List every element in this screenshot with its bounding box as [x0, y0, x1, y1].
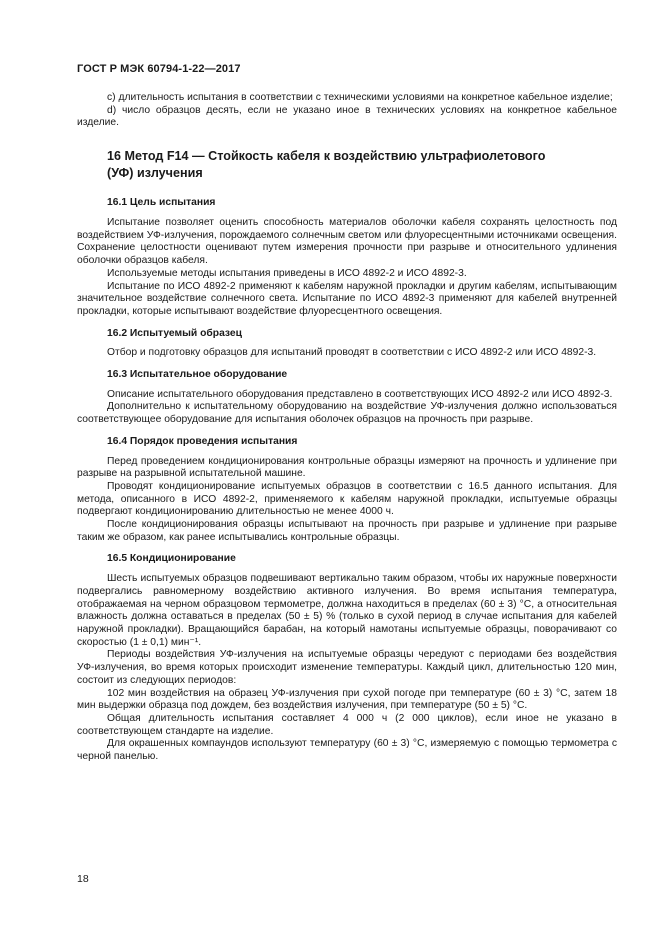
paragraph: После кондиционирования образцы испытывают на прочность при разрыве и удлинение при разрыве таким же образом, как ранее испытывались контрольные образцы.	[77, 519, 617, 543]
subsection-16-3-title: 16.3 Испытательное оборудование	[107, 369, 288, 381]
subsection-16-2-title: 16.2 Испытуемый образец	[107, 327, 242, 339]
paragraph: Общая длительность испытания составляет 4 000 ч (2 000 циклов), если иное не указано в соответствующем стандарте на изделие.	[77, 712, 617, 737]
paragraph: Проводят кондиционирование испытуемых образцов в соответствии с 16.5 данного испытания. Для метода, описанного в ИСО 4892-2, применяемого к кабелям наружной прокладки, испытуемые образцы подвергают кондиционированию длительностью не менее 4000 ч.	[77, 480, 617, 518]
section-title	[77, 148, 617, 181]
paragraph: Периоды воздействия УФ-излучения на испытуемые образцы чередуют с периодами без воздействия УФ-излучения, во время которых происходит изменение температуры. Каждый цикл, длительностью 120 мин, состоит из следующих периодов:	[77, 649, 617, 686]
list-item-d: d) число образцов десять, если не указано иное в технических условиях на конкретное кабельное изделие.	[77, 104, 617, 129]
paragraph: Для окрашенных компаундов используют температуру (60 ± 3) °C, измеряемую с помощью термометра с черной панелью.	[77, 738, 617, 763]
list-item-c: c) длительность испытания в соответствии с техническими условиями на конкретное кабельное изделие;	[107, 92, 613, 103]
page-content	[77, 92, 617, 764]
paragraph: Испытание позволяет оценить способность материалов оболочки кабеля сохранять целостность под воздействием УФ-излучения, порождаемого солнечным светом или флуоресцентными источниками освещения. Сохранение целостности оценивают путем измерения прочности при разрыве и относительного удлинения оболочки образцов кабеля.	[77, 217, 617, 267]
paragraph: 102 мин воздействия на образец УФ-излучения при сухой погоде при температуре (60 ± 3) °C, затем 18 мин выдержки образца под дождем, без воздействия излучения, при температуре (50 ± 5) °C.	[77, 687, 617, 712]
subsection-16-1-title: 16.1 Цель испытания	[107, 197, 216, 209]
document-header: ГОСТ Р МЭК 60794-1-22—2017	[77, 63, 241, 75]
subsection-16-4-title: 16.4 Порядок проведения испытания	[107, 435, 298, 447]
paragraph: Используемые методы испытания приведены в ИСО 4892-2 и ИСО 4892-3.	[107, 267, 467, 279]
paragraph: Перед проведением кондиционирования контрольные образцы измеряют на прочность и удлинение при разрыве на разрывной испытательной машине.	[77, 455, 617, 480]
section-title-line2: (УФ) излучения	[107, 165, 203, 180]
paragraph: Дополнительно к испытательному оборудованию на воздействие УФ-излучения должно использоваться соответствующее оборудование для испытания оболочек образцов на прочность при разрыве.	[77, 401, 617, 426]
paragraph: Шесть испытуемых образцов подвешивают вертикально таким образом, чтобы их наружные поверхности подвергались равномерному воздействию активного излучения. Во время испытания температура, отображаемая на черном образцовом термометре, должна находиться в пределах (60 ± 3) °C, а относительная влажность должна оставаться в пределах (50 ± 5) % (только в сухой период в случае испытания для кабелей наружной прокладки). Вращающийся барабан, на который намотаны испытуемые образцы, поворачивают со скоростью (1 ± 0,1) мин⁻¹.	[77, 573, 617, 648]
paragraph: Описание испытательного оборудования представлено в соответствующих ИСО 4892-2 или ИСО 4892-3.	[107, 388, 613, 400]
page-number: 18	[77, 873, 89, 885]
subsection-16-5-title: 16.5 Кондиционирование	[107, 553, 236, 565]
paragraph: Отбор и подготовку образцов для испытаний проводят в соответствии с ИСО 4892-2 или ИСО 4892-3.	[107, 347, 597, 359]
section-title-line1: 16 Метод F14 — Стойкость кабеля к воздействию ультрафиолетового	[107, 149, 546, 164]
paragraph: Испытание по ИСО 4892-2 применяют к кабелям наружной прокладки и другим кабелям, испытывающим значительное воздействие солнечного света. Испытание по ИСО 4892-3 применяют для кабелей внутренней прокладки, которые испытывают воздействие флуоресцентного освещения.	[77, 280, 617, 317]
